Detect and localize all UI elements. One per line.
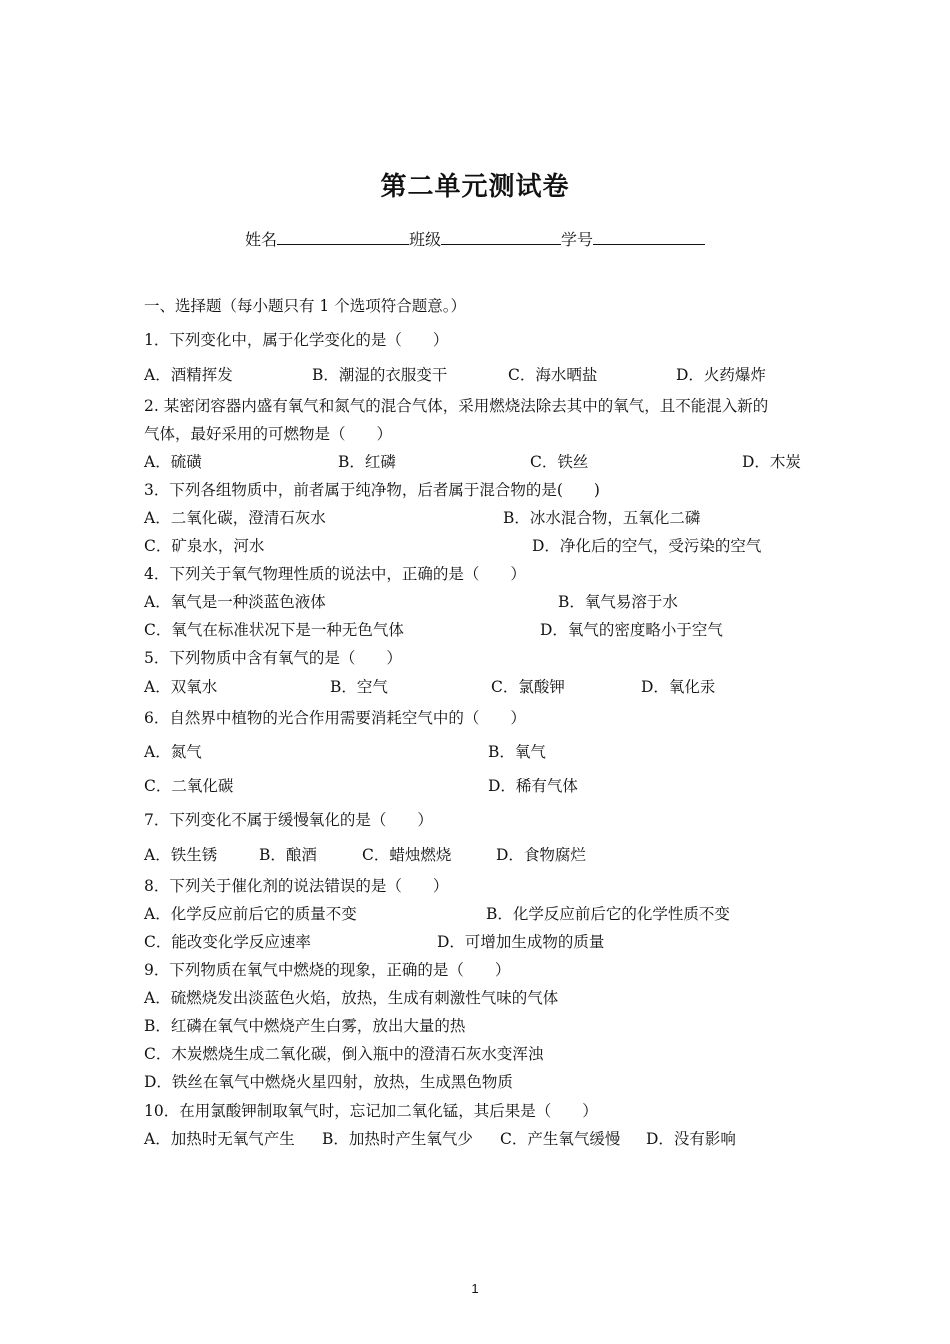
- option: A．铁生锈: [144, 846, 218, 864]
- option: D．铁丝在氧气中燃烧火星四射，放热，生成黑色物质: [144, 1073, 513, 1091]
- question-stem: 8．下列关于催化剂的说法错误的是（ ）: [144, 877, 449, 895]
- option: D．火药爆炸: [676, 366, 766, 384]
- option: C．矿泉水，河水: [144, 537, 265, 555]
- question-stem: 1．下列变化中，属于化学变化的是（ ）: [144, 331, 449, 349]
- option: D．净化后的空气，受污染的空气: [532, 537, 762, 555]
- name-label: 姓名: [244, 230, 277, 249]
- option: A．氧气是一种淡蓝色液体: [144, 593, 326, 611]
- option: D．氧化汞: [641, 678, 716, 696]
- option: B．加热时产生氧气少: [322, 1130, 473, 1148]
- question-stem-continued: 气体，最好采用的可燃物是（ ）: [144, 425, 393, 443]
- student-info-line: [0, 226, 950, 250]
- option: B．氧气: [488, 743, 546, 761]
- option: C．二氧化碳: [144, 777, 234, 795]
- option: C．木炭燃烧生成二氧化碳，倒入瓶中的澄清石灰水变浑浊: [144, 1045, 544, 1063]
- option: B．氧气易溶于水: [558, 593, 678, 611]
- option: B．红磷: [338, 453, 396, 471]
- page-number: 1: [471, 1281, 479, 1296]
- option: A．二氧化碳，澄清石灰水: [144, 509, 326, 527]
- option: C．氧气在标准状况下是一种无色气体: [144, 621, 404, 639]
- option: D．木炭: [742, 453, 801, 471]
- option: B．红磷在氧气中燃烧产生白雾，放出大量的热: [144, 1017, 466, 1035]
- question-stem: 2. 某密闭容器内盛有氧气和氮气的混合气体，采用燃烧法除去其中的氧气，且不能混入新的: [144, 397, 769, 415]
- option: D．氧气的密度略小于空气: [540, 621, 723, 639]
- option: A．双氧水: [144, 678, 218, 696]
- question-stem: 5．下列物质中含有氧气的是（ ）: [144, 649, 402, 667]
- option: D．稀有气体: [488, 777, 578, 795]
- option: C．能改变化学反应速率: [144, 933, 311, 951]
- option: A．加热时无氧气产生: [144, 1130, 295, 1148]
- option: A．酒精挥发: [144, 366, 233, 384]
- option: B．化学反应前后它的化学性质不变: [486, 905, 730, 923]
- question-stem: 10．在用氯酸钾制取氧气时，忘记加二氧化锰，其后果是（ ）: [144, 1102, 598, 1120]
- id-blank[interactable]: [593, 226, 705, 245]
- option: C．铁丝: [530, 453, 589, 471]
- option: B．潮湿的衣服变干: [312, 366, 448, 384]
- question-stem: 6．自然界中植物的光合作用需要消耗空气中的（ ）: [144, 709, 526, 727]
- option: C．氯酸钾: [491, 678, 565, 696]
- question-stem: 3．下列各组物质中，前者属于纯净物，后者属于混合物的是( ): [144, 481, 600, 499]
- option: C．海水晒盐: [508, 366, 598, 384]
- name-blank[interactable]: [277, 226, 409, 245]
- option: C．产生氧气缓慢: [500, 1130, 621, 1148]
- question-stem: 7．下列变化不属于缓慢氧化的是（ ）: [144, 811, 433, 829]
- option: A．硫燃烧发出淡蓝色火焰，放热，生成有刺激性气味的气体: [144, 989, 559, 1007]
- page-title: 第二单元测试卷: [380, 172, 570, 202]
- option: B．酿酒: [259, 846, 317, 864]
- class-blank[interactable]: [441, 226, 561, 245]
- class-label: 班级: [408, 230, 441, 249]
- option: D．没有影响: [646, 1130, 736, 1148]
- option: A．硫磺: [144, 453, 202, 471]
- option: A．氮气: [144, 743, 202, 761]
- option: D．食物腐烂: [496, 846, 586, 864]
- option: B．空气: [330, 678, 388, 696]
- section-heading: 一、选择题（每小题只有 1 个选项符合题意。）: [144, 297, 466, 315]
- option: A．化学反应前后它的质量不变: [144, 905, 357, 923]
- question-stem: 9．下列物质在氧气中燃烧的现象，正确的是（ ）: [144, 961, 511, 979]
- id-label: 学号: [561, 230, 594, 249]
- option: C．蜡烛燃烧: [362, 846, 452, 864]
- question-stem: 4．下列关于氧气物理性质的说法中，正确的是（ ）: [144, 565, 526, 583]
- option: B．冰水混合物，五氧化二磷: [503, 509, 701, 527]
- option: D．可增加生成物的质量: [437, 933, 605, 951]
